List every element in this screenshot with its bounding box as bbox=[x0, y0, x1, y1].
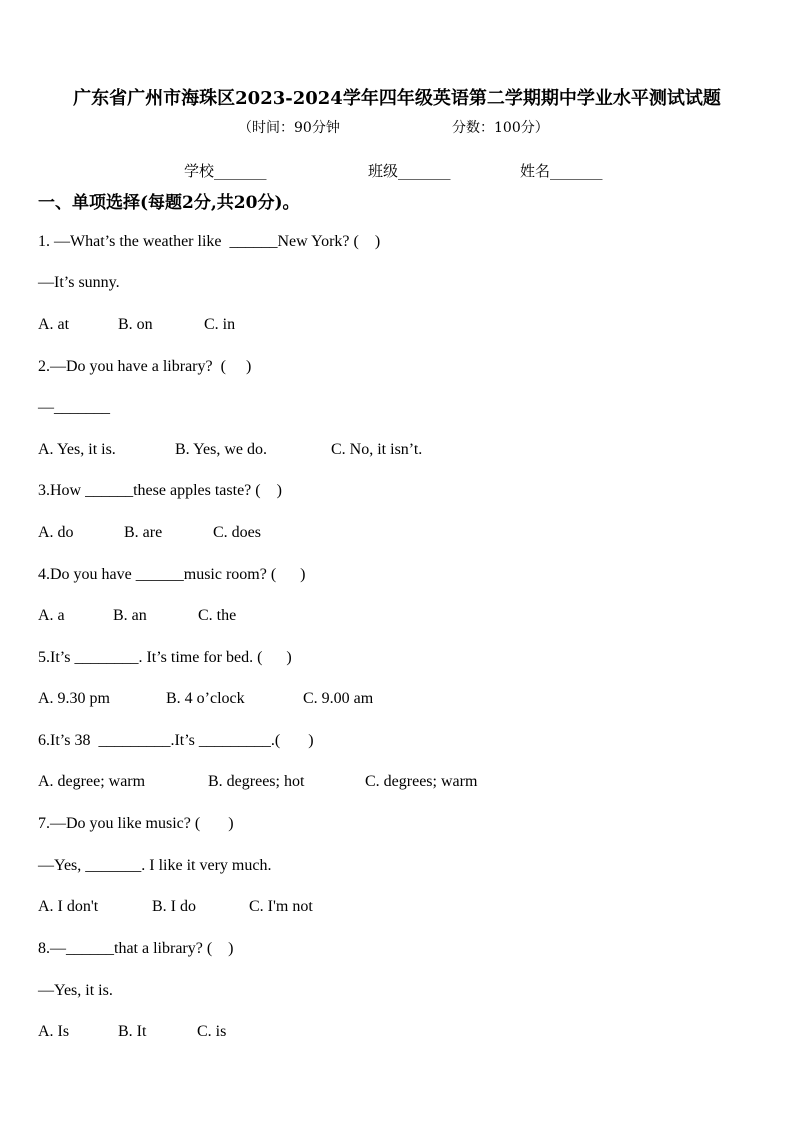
question-7-stem: 7.—Do you like music? ( ) bbox=[38, 815, 234, 832]
question-8-option-c: C. is bbox=[197, 1023, 227, 1040]
section-heading: 一、单项选择(每题2分,共20分)。 bbox=[38, 193, 300, 213]
question-7-option-c: C. I'm not bbox=[249, 898, 313, 915]
question-1-reply: —It’s sunny. bbox=[38, 274, 120, 291]
question-8-reply: —Yes, it is. bbox=[38, 982, 113, 999]
question-4-stem: 4.Do you have ______music room? ( ) bbox=[38, 566, 306, 583]
question-7-reply: —Yes, _______. I like it very much. bbox=[38, 857, 272, 874]
question-1-stem: 1. —What’s the weather like ______New York? ( ) bbox=[38, 233, 381, 250]
question-5-option-b: B. 4 o’clock bbox=[166, 690, 245, 707]
question-4-option-a: A. a bbox=[38, 607, 65, 624]
question-3-stem: 3.How ______these apples taste? ( ) bbox=[38, 482, 282, 499]
school-field: 学校_______ bbox=[184, 162, 267, 180]
question-3-option-a: A. do bbox=[38, 524, 74, 541]
question-3-option-b: B. are bbox=[124, 524, 163, 541]
question-8-option-a: A. Is bbox=[38, 1023, 70, 1040]
question-2-stem: 2.—Do you have a library? ( ) bbox=[38, 358, 252, 375]
exam-time: （时间：90分钟 bbox=[238, 120, 340, 136]
question-3-option-c: C. does bbox=[213, 524, 261, 541]
question-4-option-c: C. the bbox=[198, 607, 237, 624]
question-7-option-b: B. I do bbox=[152, 898, 196, 915]
question-5-option-c: C. 9.00 am bbox=[303, 690, 374, 707]
question-1-option-c: C. in bbox=[204, 316, 236, 333]
question-6-option-c: C. degrees; warm bbox=[365, 773, 478, 790]
question-7-option-a: A. I don't bbox=[38, 898, 99, 915]
question-5-option-a: A. 9.30 pm bbox=[38, 690, 110, 707]
question-1-option-a: A. at bbox=[38, 316, 70, 333]
question-2-option-a: A. Yes, it is. bbox=[38, 441, 116, 458]
question-2-option-c: C. No, it isn’t. bbox=[331, 441, 423, 458]
question-2-option-b: B. Yes, we do. bbox=[175, 441, 268, 458]
name-field: 姓名_______ bbox=[520, 162, 603, 180]
question-6-stem: 6.It’s 38 _________.It’s _________.( ) bbox=[38, 732, 314, 749]
question-8-option-b: B. It bbox=[118, 1023, 147, 1040]
question-6-option-b: B. degrees; hot bbox=[208, 773, 305, 790]
question-5-stem: 5.It’s ________. It’s time for bed. ( ) bbox=[38, 649, 292, 666]
exam-score: 分数：100分） bbox=[452, 120, 549, 136]
page-title: 广东省广州市海珠区2023-2024学年四年级英语第二学期期中学业水平测试试题 bbox=[73, 88, 721, 109]
question-2-reply: —_______ bbox=[38, 399, 110, 416]
question-1-option-b: B. on bbox=[118, 316, 153, 333]
class-field: 班级_______ bbox=[368, 162, 451, 180]
question-4-option-b: B. an bbox=[113, 607, 147, 624]
question-8-stem: 8.—______that a library? ( ) bbox=[38, 940, 234, 957]
question-6-option-a: A. degree; warm bbox=[38, 773, 146, 790]
